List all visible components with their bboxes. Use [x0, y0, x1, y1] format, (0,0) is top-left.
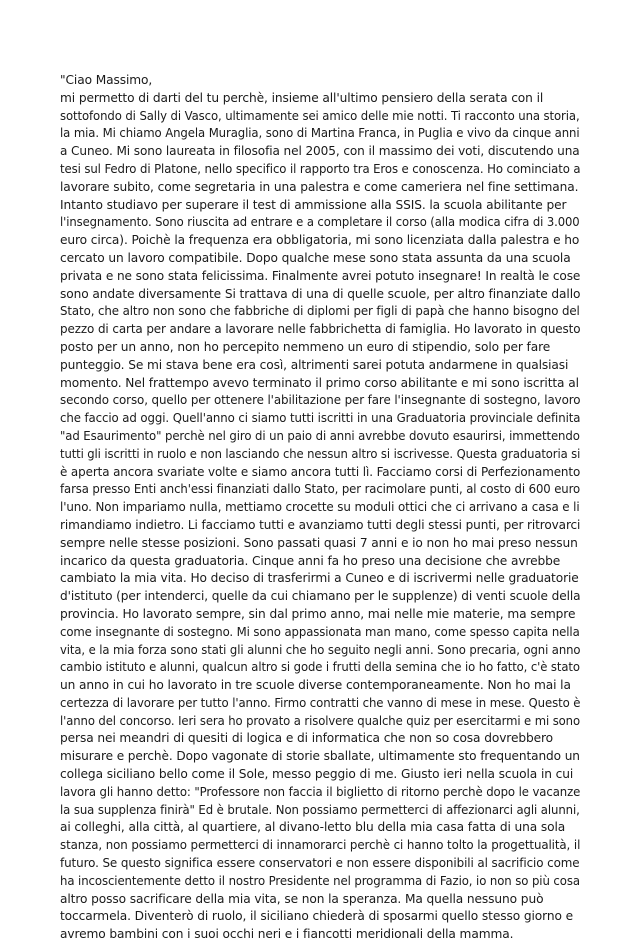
text-line: cercato un lavoro compatibile. Dopo qualche mese sono stata assunta da una scuola: [60, 250, 571, 265]
text-line: provincia. Ho lavorato sempre, sin dal primo anno, mai nelle mie materie, ma sempre: [60, 606, 576, 621]
text-line: "ad Esaurimento" perchè nel giro di un paio di anni avrebbe dovuto esaurirsi, immettendo: [60, 428, 580, 443]
text-line: altro posso sacrificare della mia vita, se non la speranza. Ma quella nessuno può: [60, 891, 544, 906]
text-line: sottofondo di Sally di Vasco, ultimamente sei amico delle mie notti. Ti racconto una storia,: [60, 108, 580, 123]
text-line: come insegnante di sostegno. Mi sono appassionata man mano, come spesso capita nella: [60, 624, 580, 639]
text-line: tesi sul Fedro di Platone, nello specifico il rapporto tra Eros e conoscenza. Ho cominciato a: [60, 161, 581, 176]
text-line: persa nei meandri di quesiti di logica e di informatica che non so cosa dovrebbero: [60, 731, 554, 746]
text-line: mi permetto di darti del tu perchè, insieme all'ultimo pensiero della serata con il: [60, 90, 544, 105]
text-line: pezzo di carta per andare a lavorare nelle fabbrichetta di famiglia. Ho lavorato in questo: [60, 322, 581, 337]
text-line: ha incoscientemente detto il nostro Presidente nel programma di Fazio, io non so più cosa: [60, 873, 580, 888]
text-line: privata e ne sono stata felicissima. Finalmente avrei potuto insegnare! In realtà le cose: [60, 268, 581, 283]
text-line: l'insegnamento. Sono riuscita ad entrare e a completare il corso (alla modica cifra di 3.000: [60, 215, 580, 230]
text-line: lavora gli hanno detto: "Professore non faccia il biglietto di ritorno perchè dopo le vacanze: [60, 784, 581, 799]
text-line: la mia. Mi chiamo Angela Muraglia, sono di Martina Franca, in Puglia e vivo da cinque anni: [60, 126, 580, 141]
text-line: rimandiamo indietro. Li facciamo tutti e avanziamo tutti degli stessi punti, per ritrovarci: [60, 517, 581, 532]
text-line: punteggio. Se mi stava bene era così, altrimenti sarei potuta andarmene in qualsiasi: [60, 357, 569, 372]
text-line: avremo bambini con i suoi occhi neri e i fiancotti meridionali della mamma.: [60, 927, 514, 942]
text-line: stanza, non possiamo permetterci di innamorarci perchè ci hanno tolto la progettualità, il: [60, 838, 581, 853]
text-line: l'uno. Non impariamo nulla, mettiamo crocette su moduli ottici che ci arrivano a casa e li: [60, 500, 580, 515]
text-line: misurare e perchè. Dopo vagonate di storie sballate, ultimamente sto frequentando un: [60, 749, 580, 764]
text-line: l'anno del concorso. Ieri sera ho provato a risolvere qualche quiz per esercitarmi e mi sono: [60, 713, 580, 728]
text-line: euro circa). Poichè la frequenza era obbligatoria, mi sono licenziata dalla palestra e ho: [60, 233, 580, 248]
text-line: collega siciliano bello come il Sole, messo peggio di me. Giusto ieri nella scuola in cui: [60, 767, 574, 782]
text-line: tutti gli iscritti in ruolo e non lasciando che nessun altro si iscrivesse. Questa graduatoria si: [60, 446, 581, 461]
text-line: è aperta ancora svariate volte e siamo ancora tutti lì. Facciamo corsi di Perfezionamento: [60, 464, 581, 479]
text-line: momento. Nel frattempo avevo terminato il primo corso abilitante e mi sono iscritta al: [60, 375, 579, 390]
text-line: che faccio ad oggi. Quell'anno ci siamo tutti iscritti in una Graduatoria provinciale definita: [60, 411, 581, 426]
text-line: Intanto studiavo per superare il test di ammissione alla SSIS. la scuola abilitante per: [60, 197, 567, 212]
text-line: posto per un anno, non ho percepito nemmeno un euro di stipendio, solo per fare: [60, 339, 551, 354]
text-line: cambiato la mia vita. Ho deciso di trasferirmi a Cuneo e di iscrivermi nelle graduatorie: [60, 571, 579, 586]
text-line: vita, e la mia forza sono stati gli alunni che ho seguito negli anni. Sono precaria, ogni anno: [60, 642, 581, 657]
text-line: "Ciao Massimo,: [60, 73, 153, 87]
text-line: lavorare subito, come segretaria in una palestra e come cameriera nel fine settimana.: [60, 179, 579, 194]
text-line: cambio istituto e alunni, qualcun altro si gode i frutti della semina che io ho fatto, c'è stato: [60, 660, 580, 675]
text-line: d'istituto (per intenderci, quelle da cui chiamano per le supplenze) di venti scuole della: [60, 589, 581, 604]
text-line: Stato, che altro non sono che fabbriche di diplomi per figli di papà che hanno bisogno del: [60, 304, 580, 319]
text-line: un anno in cui ho lavorato in tre scuole diverse contemporaneamente. Non ho mai la: [60, 678, 571, 693]
text-line: farsa presso Enti anch'essi finanziati dallo Stato, per racimolare punti, al costo di 600 euro: [60, 482, 581, 497]
text-line: toccarmela. Diventerò di ruolo, il siciliano chiederà di sposarmi quello stesso giorno e: [60, 909, 574, 924]
text-line: secondo corso, quello per ottenere l'abilitazione per fare l'insegnante di sostegno, lavoro: [60, 393, 581, 408]
text-line: la sua supplenza finirà" Ed è brutale. Non possiamo permetterci di affezionarci agli alunni,: [60, 802, 580, 817]
text-line: incarico da questa graduatoria. Cinque anni fa ho preso una decisione che avrebbe: [60, 553, 561, 568]
text-line: sempre nelle stesse posizioni. Sono passati quasi 7 anni e io non ho mai preso nessun: [60, 535, 578, 550]
text-line: a Cuneo. Mi sono laureata in filosofia nel 2005, con il massimo dei voti, discutendo una: [60, 144, 580, 159]
letter-body: [60, 72, 580, 944]
text-line: futuro. Se questo significa essere conservatori e non essere disponibili al sacrificio come: [60, 856, 580, 871]
text-line: ai colleghi, alla città, al quartiere, al divano-letto blu della mia casa fatta di una sola: [60, 820, 566, 835]
text-line: certezza di lavorare per tutto l'anno. Firmo contratti che vanno di mese in mese. Questo è: [60, 695, 581, 710]
text-line: sono andate diversamente Si trattava di una di quelle scuole, per altro finanziate dallo: [60, 286, 581, 301]
